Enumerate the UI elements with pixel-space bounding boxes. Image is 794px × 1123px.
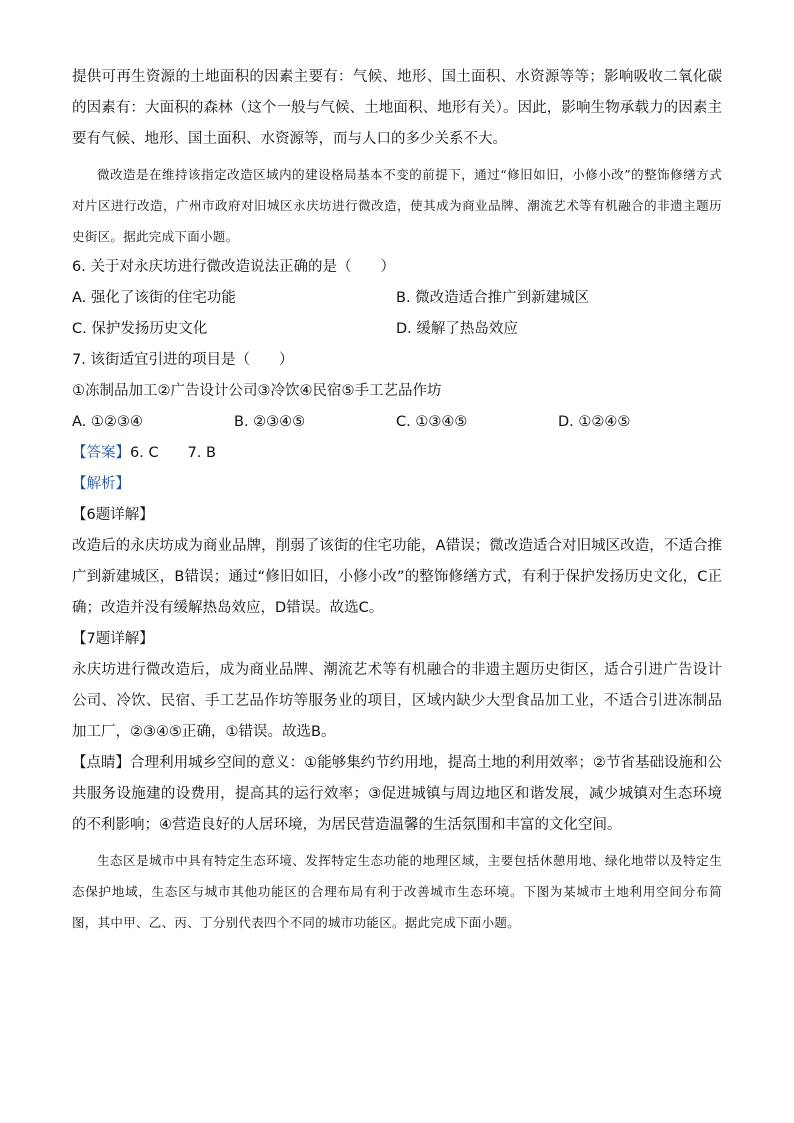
q7-detail-text: 永庆坊进行微改造后，成为商业品牌、潮流艺术等有机融合的非遗主题历史街区，适合引进广告设计公司、冷饮、民宿、手工艺品作坊等服务业的项目，区域内缺少大型食品加工业，不适合引进冻制品加工厂，②③④⑤正确，①错误。故选B。: [72, 662, 722, 740]
question-6-option-c[interactable]: C. 保护发扬历史文化: [72, 321, 208, 337]
question-6-option-a[interactable]: A. 强化了该街的住宅功能: [72, 290, 236, 306]
question-6-options-row-2: [72, 314, 722, 345]
question-7-stem: 7. 该街适宜引进的项目是（ ）: [72, 352, 294, 368]
answer-line: [72, 438, 722, 469]
intro-paragraph: 提供可再生资源的土地面积的因素主要有：气候、地形、国土面积、水资源等等；影响吸收二氧化碳的因素有：大面积的森林（这个一般与气候、土地面积、地形有关）。因此，影响生物承载力的因素主要有气候、地形、国土面积、水资源等，而与人口的多少关系不大。: [72, 69, 722, 147]
answer-text: 6. C 7. B: [130, 445, 216, 461]
tip-tag: 【点睛】: [72, 755, 131, 771]
material-paragraph-2: 生态区是城市中具有特定生态环境、发挥特定生态功能的地理区域，主要包括休憩用地、绿化地带以及特定生态保护地域，生态区与城市其他功能区的合理布局有利于改善城市生态环境。下图为某城市土地利用空间分布简图，其中甲、乙、丙、丁分别代表四个不同的城市功能区。据此完成下面小题。: [72, 853, 722, 930]
question-7-option-c[interactable]: C. ①③④⑤: [396, 414, 468, 430]
question-7-option-b[interactable]: B. ②③④⑤: [234, 414, 306, 430]
question-7-options-row: [72, 407, 722, 438]
question-6-options-row-1: [72, 283, 722, 314]
analysis-heading: [72, 469, 722, 500]
question-7-option-d[interactable]: D. ①②④⑤: [558, 414, 631, 430]
q6-detail-text: 改造后的永庆坊成为商业品牌，削弱了该街的住宅功能，A错误；微改造适合对旧城区改造，不适合推广到新建城区，B错误；通过“修旧如旧，小修小改”的整饰修缮方式，有利于保护发扬历史文化，C正确；改造并没有缓解热岛效应，D错误。故选C。: [72, 538, 722, 616]
question-7-items: ①冻制品加工②广告设计公司③冷饮④民宿⑤手工艺品作坊: [72, 383, 442, 399]
q6-detail-heading: 【6题详解】: [72, 507, 154, 523]
question-7-option-a[interactable]: A. ①②③④: [72, 414, 143, 430]
tip-text: 合理利用城乡空间的意义：①能够集约节约用地，提高土地的利用效率；②节省基础设施和公共服务设施建的设费用，提高其的运行效率；③促进城镇与周边地区和谐发展，减少城镇对生态环境的不利影响；④营造良好的人居环境，为居民营造温馨的生活氛围和丰富的文化空间。: [72, 755, 722, 833]
question-6-option-b[interactable]: B. 微改造适合推广到新建城区: [396, 290, 590, 306]
material-paragraph-1: 微改造是在维持该指定改造区域内的建设格局基本不变的前提下，通过“修旧如旧，小修小改”的整饰修缮方式对片区进行改造，广州市政府对旧城区永庆坊进行微改造，使其成为商业品牌、潮流艺术等有机融合的非遗主题历史街区。据此完成下面小题。: [72, 167, 722, 244]
question-6-stem: 6. 关于对永庆坊进行微改造说法正确的是（ ）: [72, 259, 395, 275]
analysis-tag: 【解析】: [72, 476, 130, 492]
q7-detail-heading: 【7题详解】: [72, 631, 154, 647]
question-6-option-d[interactable]: D. 缓解了热岛效应: [396, 321, 518, 337]
document-page: [72, 62, 722, 938]
answer-tag: 【答案】: [72, 445, 130, 461]
tip-paragraph: [72, 748, 722, 841]
